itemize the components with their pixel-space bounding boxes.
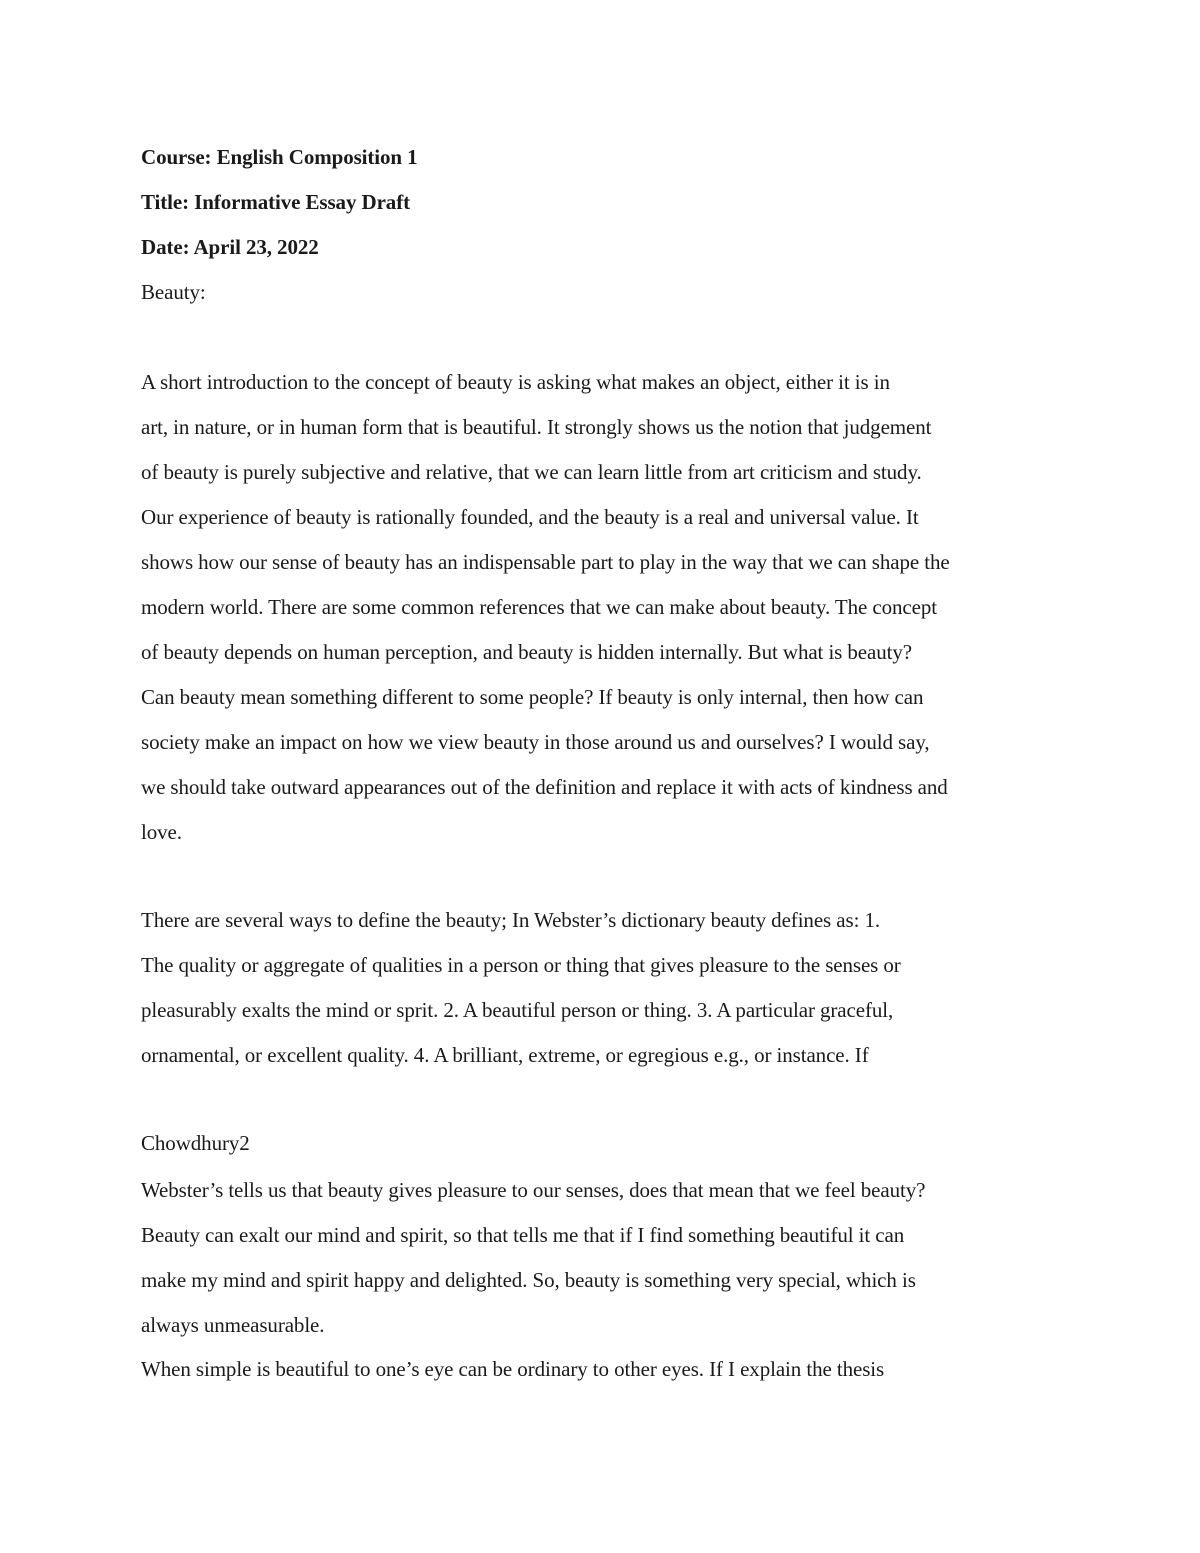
paragraph-line: There are several ways to define the beauty; In Webster’s dictionary beauty defines as: 1. <box>141 908 881 932</box>
paragraph-line: love. <box>141 820 182 844</box>
paragraph-line: society make an impact on how we view beauty in those around us and ourselves? I would say, <box>141 730 930 754</box>
paragraph-line: ornamental, or excellent quality. 4. A brilliant, extreme, or egregious e.g., or instance. If <box>141 1043 869 1067</box>
paragraph-line: The quality or aggregate of qualities in a person or thing that gives pleasure to the senses or <box>141 953 901 977</box>
date-line: Date: April 23, 2022 <box>141 235 319 259</box>
course-line: Course: English Composition 1 <box>141 145 418 169</box>
paragraph-line: Webster’s tells us that beauty gives pleasure to our senses, does that mean that we feel beauty? <box>141 1178 926 1202</box>
paragraph-line: make my mind and spirit happy and delighted. So, beauty is something very special, which is <box>141 1268 916 1292</box>
paragraph-line: of beauty is purely subjective and relative, that we can learn little from art criticism and study. <box>141 460 922 484</box>
paragraph-line: always unmeasurable. <box>141 1313 325 1337</box>
paragraph-line: modern world. There are some common references that we can make about beauty. The concept <box>141 595 937 619</box>
paragraph-line: A short introduction to the concept of beauty is asking what makes an object, either it is in <box>141 370 890 394</box>
paragraph-line: art, in nature, or in human form that is beautiful. It strongly shows us the notion that judgement <box>141 415 932 439</box>
page-header-running: Chowdhury2 <box>141 1131 250 1155</box>
paragraph-line: Can beauty mean something different to some people? If beauty is only internal, then how can <box>141 685 924 709</box>
title-line: Title: Informative Essay Draft <box>141 190 410 214</box>
paragraph-line: we should take outward appearances out of the definition and replace it with acts of kindness and <box>141 775 948 799</box>
paragraph-line: Beauty can exalt our mind and spirit, so that tells me that if I find something beautiful it can <box>141 1223 905 1247</box>
paragraph-line: pleasurably exalts the mind or sprit. 2. A beautiful person or thing. 3. A particular graceful, <box>141 998 894 1022</box>
paragraph-line: When simple is beautiful to one’s eye can be ordinary to other eyes. If I explain the thesis <box>141 1357 885 1381</box>
paragraph-line: of beauty depends on human perception, and beauty is hidden internally. But what is beauty? <box>141 640 912 664</box>
topic-heading: Beauty: <box>141 280 206 304</box>
paragraph-line: shows how our sense of beauty has an indispensable part to play in the way that we can shape the <box>141 550 950 574</box>
paragraph-line: Our experience of beauty is rationally founded, and the beauty is a real and universal value. It <box>141 505 919 529</box>
